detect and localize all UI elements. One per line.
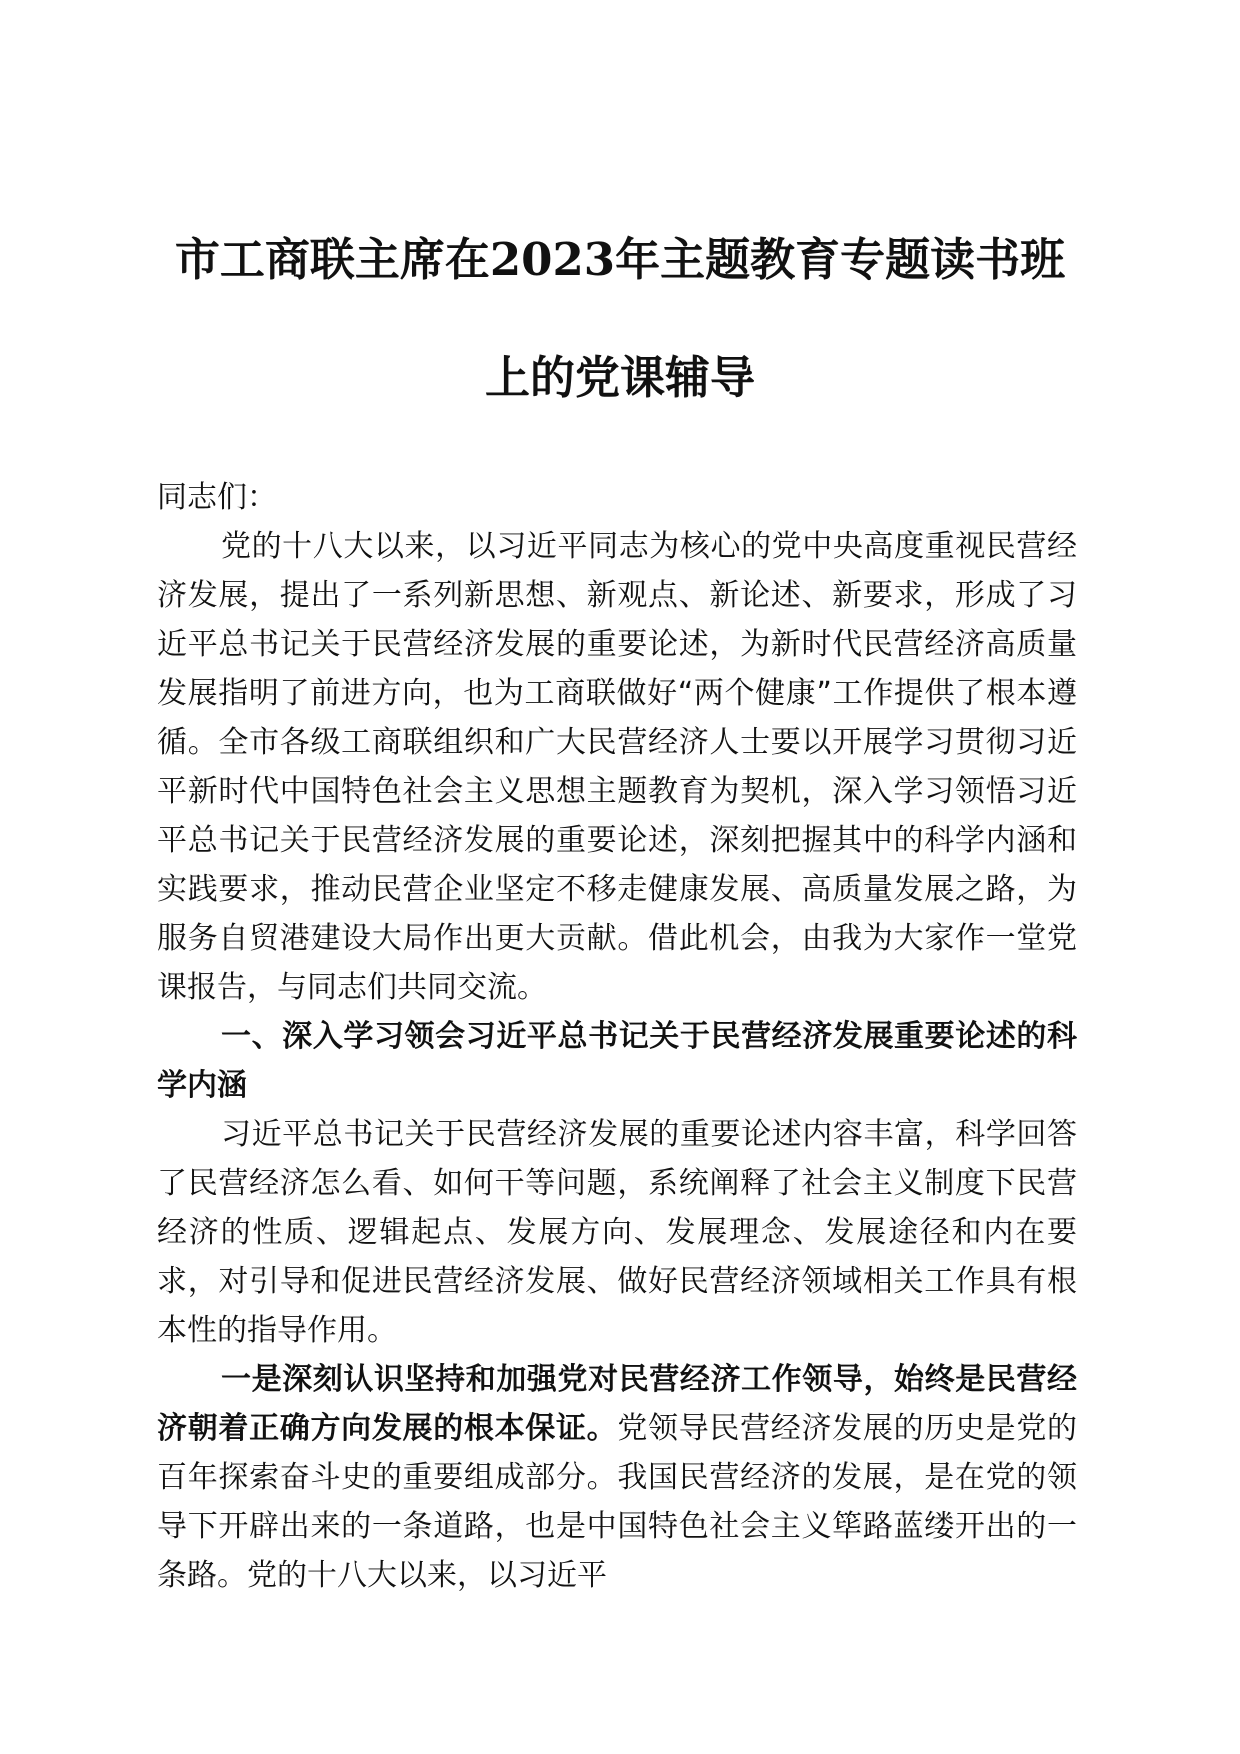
section-1-heading: 一、深入学习领会习近平总书记关于民营经济发展重要论述的科学内涵	[157, 1019, 1077, 1103]
document-body	[157, 473, 1077, 1600]
salutation: 同志们：	[157, 480, 277, 515]
document-title-line-1: 市工商联主席在2023年主题教育专题读书班	[174, 233, 1066, 286]
point-1-text: 党领导民营经济发展的历史是党的百年探索奋斗史的重要组成部分。我国民营经济的发展，是在党的领导下开辟出来的一条道路，也是中国特色社会主义筚路蓝缕开出的一条路。党的十八大以来，以习近平	[157, 1411, 1078, 1593]
document-title-line-2: 上的党课辅导	[484, 351, 755, 404]
point-1-lead: 一是深刻认识坚持和加强党对民营经济工作领导，始终是民营经济朝着正确方向发展的根本保证。	[157, 1362, 1077, 1446]
intro-paragraph: 党的十八大以来，以习近平同志为核心的党中央高度重视民营经济发展，提出了一系列新思想、新观点、新论述、新要求，形成了习近平总书记关于民营经济发展的重要论述，为新时代民营经济高质量发展指明了前进方向，也为工商联做好“两个健康”工作提供了根本遵循。全市各级工商联组织和广大民营经济人士要以开展学习贯彻习近平新时代中国特色社会主义思想主题教育为契机，深入学习领悟习近平总书记关于民营经济发展的重要论述，深刻把握其中的科学内涵和实践要求，推动民营企业坚定不移走健康发展、高质量发展之路，为服务自贸港建设大局作出更大贡献。借此机会，由我为大家作一堂党课报告，与同志们共同交流。	[157, 529, 1077, 1005]
point-1-paragraph	[157, 1355, 1077, 1600]
section-1-paragraph: 习近平总书记关于民营经济发展的重要论述内容丰富，科学回答了民营经济怎么看、如何干等问题，系统阐释了社会主义制度下民营经济的性质、逻辑起点、发展方向、发展理念、发展途径和内在要求，对引导和促进民营经济发展、做好民营经济领域相关工作具有根本性的指导作用。	[157, 1117, 1077, 1348]
